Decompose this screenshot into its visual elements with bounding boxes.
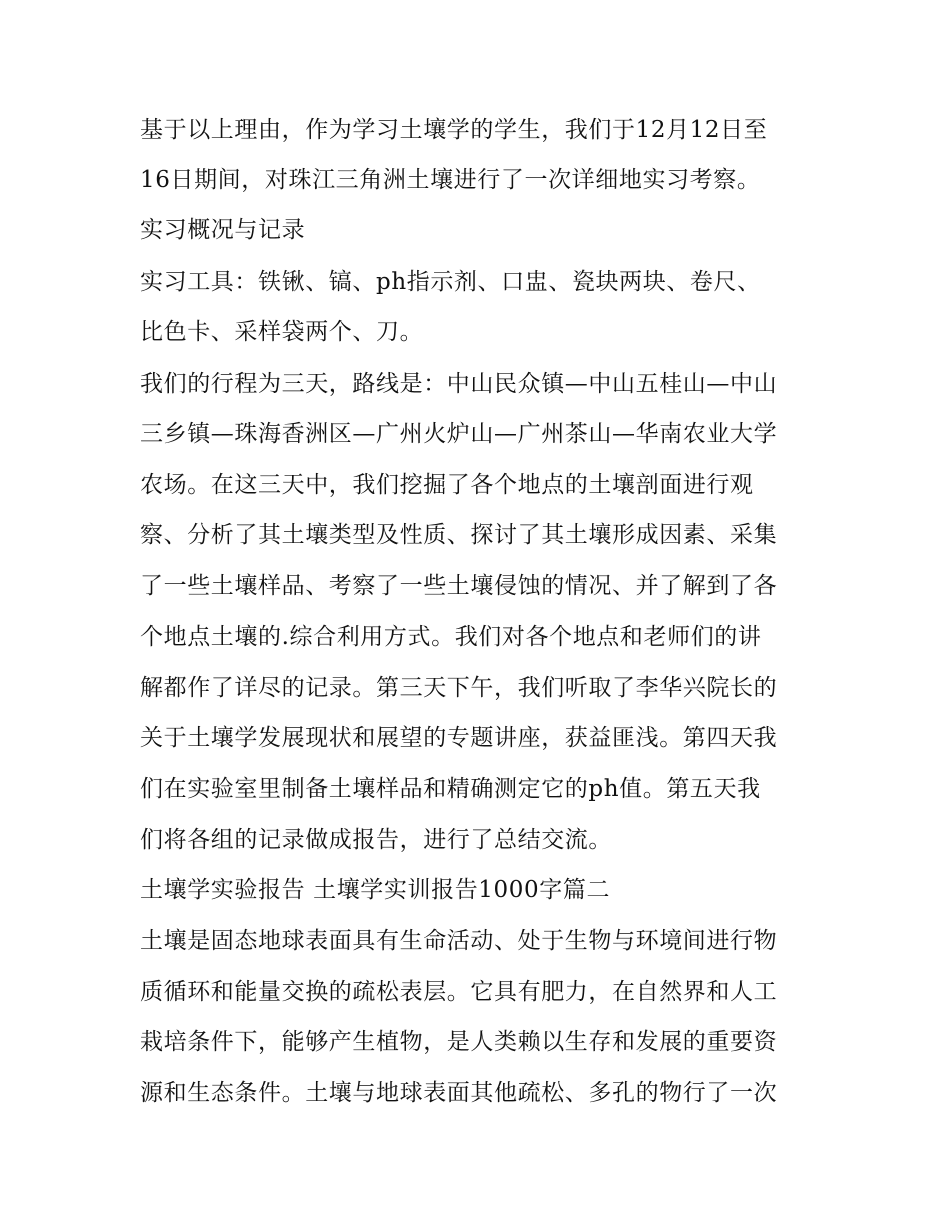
text-line: 实习工具：铁锹、镐、ph指示剂、口盅、瓷块两块、卷尺、: [140, 269, 761, 295]
text-line: 了一些土壤样品、考察了一些土壤侵蚀的情况、并了解到了各: [140, 573, 778, 599]
text-line: 农场。在这三天中，我们挖掘了各个地点的土壤剖面进行观: [140, 472, 754, 498]
text-line: 察、分析了其土壤类型及性质、探讨了其土壤形成因素、采集: [140, 522, 778, 548]
text-line: 们在实验室里制备土壤样品和精确测定它的ph值。第五天我: [140, 776, 761, 802]
text-line: 土壤是固态地球表面具有生命活动、处于生物与环境间进行物: [140, 928, 778, 954]
text-line: 栽培条件下，能够产生植物，是人类赖以生存和发展的重要资: [140, 1029, 778, 1055]
section-heading: 土壤学实验报告 土壤学实训报告1000字篇二: [140, 877, 611, 903]
text-line: 我们的行程为三天，路线是：中山民众镇—中山五桂山—中山: [140, 371, 778, 397]
text-line: 基于以上理由，作为学习土壤学的学生，我们于12月12日至: [140, 117, 768, 143]
text-line: 解都作了详尽的记录。第三天下午，我们听取了李华兴院长的: [140, 675, 778, 701]
text-line: 质循环和能量交换的疏松表层。它具有肥力，在自然界和人工: [140, 979, 778, 1005]
section-heading: 实习概况与记录: [140, 217, 306, 243]
text-line: 个地点土壤的.综合利用方式。我们对各个地点和老师们的讲: [140, 624, 762, 650]
text-line: 16日期间，对珠江三角洲土壤进行了一次详细地实习考察。: [140, 167, 761, 193]
text-line: 源和生态条件。土壤与地球表面其他疏松、多孔的物行了一次: [140, 1080, 778, 1106]
text-line: 比色卡、采样袋两个、刀。: [140, 319, 424, 345]
text-line: 们将各组的记录做成报告，进行了总结交流。: [140, 827, 612, 853]
text-line: 关于土壤学发展现状和展望的专题讲座，获益匪浅。第四天我: [140, 725, 778, 751]
text-line: 三乡镇—珠海香洲区—广州火炉山—广州茶山—华南农业大学: [140, 421, 778, 447]
